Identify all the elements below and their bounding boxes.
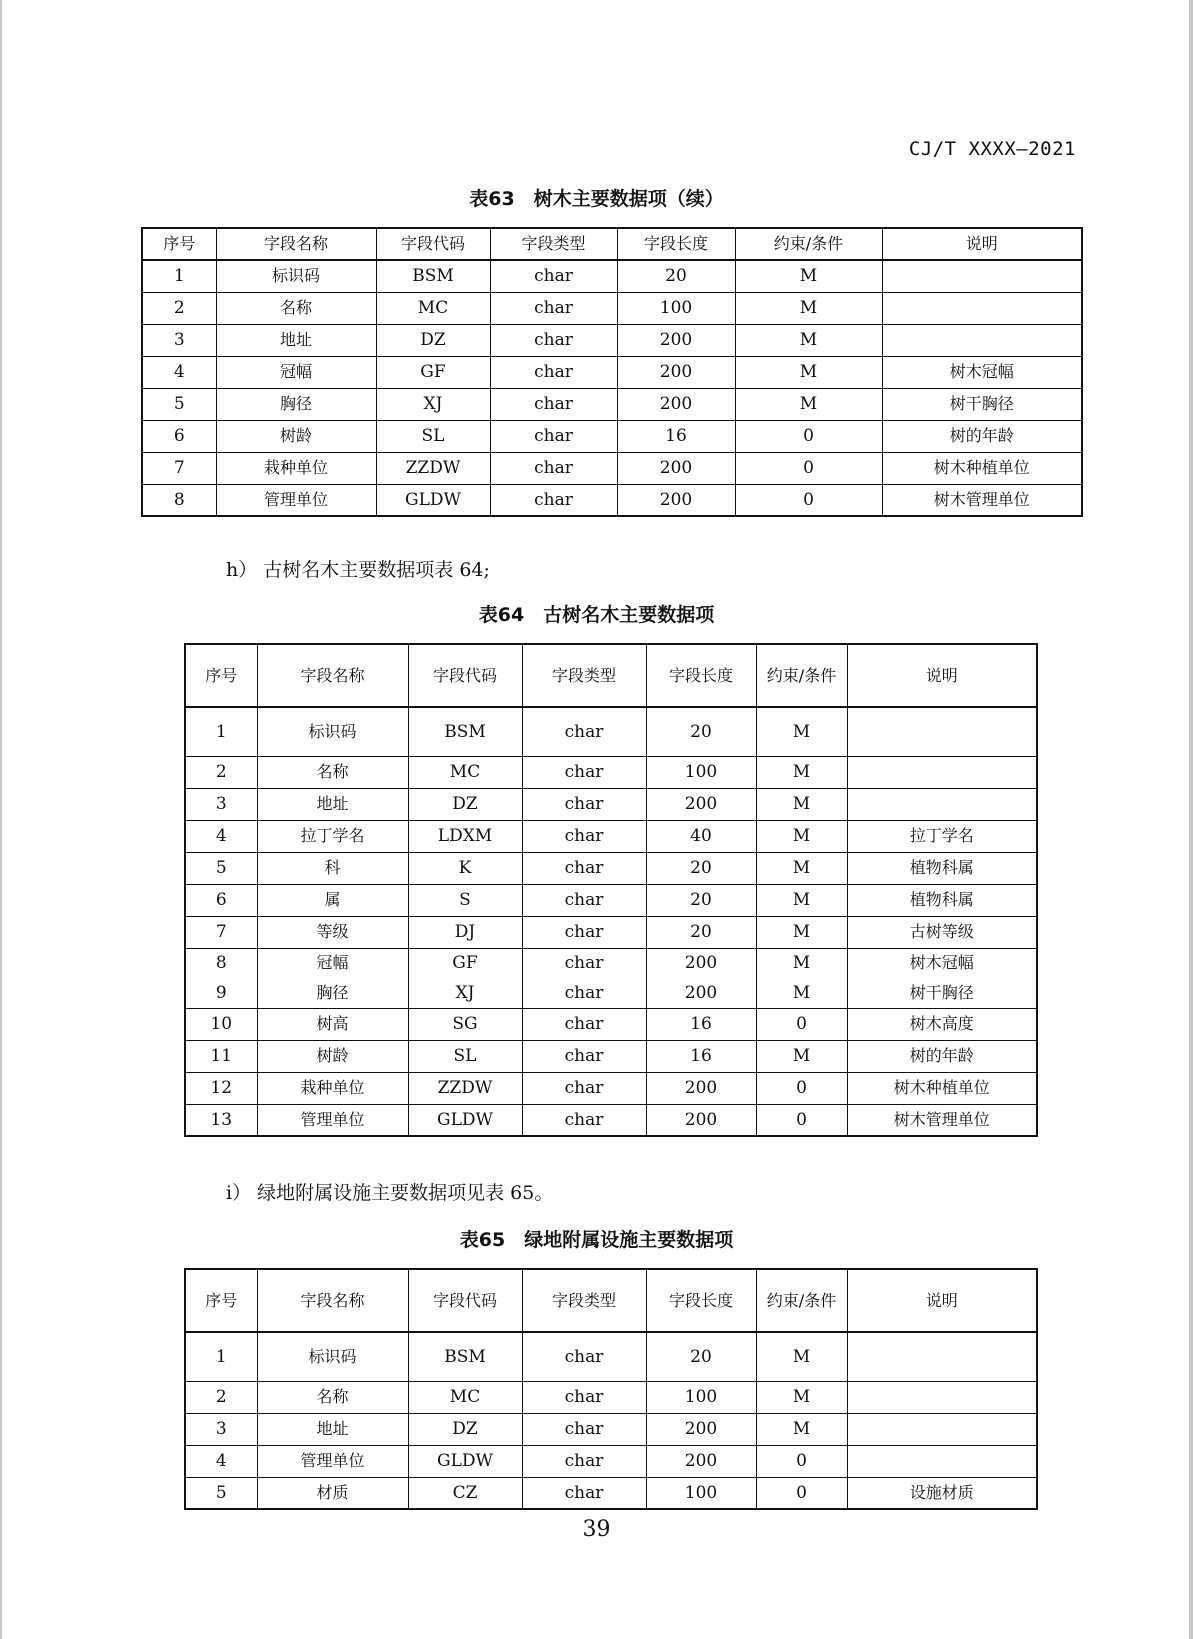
cell-field-length: 200 xyxy=(646,948,756,978)
cell-field-type: char xyxy=(522,916,646,948)
cell-seq: 6 xyxy=(142,420,216,452)
cell-seq: 3 xyxy=(185,1413,257,1445)
cell-field-name: 冠幅 xyxy=(257,948,408,978)
cell-field-name: 树高 xyxy=(257,1008,408,1040)
cell-field-code: SG xyxy=(408,1008,522,1040)
table-row xyxy=(185,1381,1037,1413)
cell-description: 树木管理单位 xyxy=(847,1104,1037,1136)
cell-field-length: 16 xyxy=(646,1040,756,1072)
cell-field-length: 200 xyxy=(617,452,735,484)
cell-field-name: 科 xyxy=(257,852,408,884)
column-header-field-length: 字段长度 xyxy=(646,1269,756,1332)
cell-seq: 3 xyxy=(185,788,257,820)
cell-field-code: DZ xyxy=(376,324,490,356)
table-row xyxy=(142,452,1082,484)
column-header-description: 说明 xyxy=(882,228,1082,260)
cell-constraint: M xyxy=(756,756,847,788)
cell-field-type: char xyxy=(490,356,617,388)
cell-description: 古树等级 xyxy=(847,916,1037,948)
paragraph-h: h） 古树名木主要数据项表 64; xyxy=(226,559,490,581)
table-row xyxy=(185,1104,1037,1136)
cell-constraint: 0 xyxy=(756,1072,847,1104)
cell-field-code: XJ xyxy=(376,388,490,420)
table-row xyxy=(185,788,1037,820)
table-row xyxy=(185,978,1037,1008)
cell-constraint: M xyxy=(756,1413,847,1445)
cell-constraint: 0 xyxy=(756,1477,847,1509)
cell-seq: 7 xyxy=(142,452,216,484)
cell-field-name: 地址 xyxy=(216,324,376,356)
cell-field-code: GLDW xyxy=(408,1445,522,1477)
cell-seq: 5 xyxy=(185,1477,257,1509)
column-header-field-length: 字段长度 xyxy=(646,644,756,707)
cell-constraint: M xyxy=(756,707,847,756)
cell-field-length: 16 xyxy=(646,1008,756,1040)
column-header-field-type: 字段类型 xyxy=(522,1269,646,1332)
cell-constraint: M xyxy=(735,356,882,388)
cell-constraint: M xyxy=(735,388,882,420)
cell-field-length: 100 xyxy=(646,756,756,788)
cell-description: 植物科属 xyxy=(847,884,1037,916)
cell-description: 树木高度 xyxy=(847,1008,1037,1040)
table-row xyxy=(142,292,1082,324)
cell-field-length: 20 xyxy=(646,916,756,948)
cell-field-name: 树龄 xyxy=(257,1040,408,1072)
cell-field-code: GF xyxy=(376,356,490,388)
table-row xyxy=(185,820,1037,852)
cell-seq: 2 xyxy=(185,1381,257,1413)
column-header-field-code: 字段代码 xyxy=(376,228,490,260)
cell-field-name: 材质 xyxy=(257,1477,408,1509)
cell-field-code: ZZDW xyxy=(376,452,490,484)
page-edge-left xyxy=(0,0,2,1639)
cell-field-name: 地址 xyxy=(257,1413,408,1445)
table-row xyxy=(185,884,1037,916)
cell-field-type: char xyxy=(490,324,617,356)
cell-field-name: 冠幅 xyxy=(216,356,376,388)
cell-field-type: char xyxy=(490,260,617,292)
table63 xyxy=(141,227,1083,517)
cell-field-code: MC xyxy=(408,1381,522,1413)
cell-field-length: 200 xyxy=(617,484,735,516)
cell-field-name: 等级 xyxy=(257,916,408,948)
cell-field-length: 40 xyxy=(646,820,756,852)
column-header-field-type: 字段类型 xyxy=(522,644,646,707)
cell-seq: 4 xyxy=(142,356,216,388)
cell-constraint: M xyxy=(756,978,847,1008)
cell-field-code: SL xyxy=(376,420,490,452)
cell-constraint: M xyxy=(735,292,882,324)
cell-field-type: char xyxy=(522,1072,646,1104)
cell-field-length: 200 xyxy=(646,1104,756,1136)
cell-field-code: MC xyxy=(376,292,490,324)
cell-field-length: 200 xyxy=(646,1445,756,1477)
cell-field-type: char xyxy=(490,452,617,484)
cell-field-length: 20 xyxy=(617,260,735,292)
paragraph-i: i） 绿地附属设施主要数据项见表 65。 xyxy=(226,1182,554,1204)
column-header-field-code: 字段代码 xyxy=(408,644,522,707)
cell-constraint: M xyxy=(756,884,847,916)
cell-seq: 2 xyxy=(142,292,216,324)
cell-description: 树干胸径 xyxy=(847,978,1037,1008)
cell-field-code: LDXM xyxy=(408,820,522,852)
page-edge-right xyxy=(1189,0,1193,1639)
cell-field-type: char xyxy=(490,484,617,516)
table-row xyxy=(185,756,1037,788)
table-row xyxy=(142,420,1082,452)
cell-field-code: GF xyxy=(408,948,522,978)
cell-field-code: BSM xyxy=(376,260,490,292)
cell-constraint: M xyxy=(756,788,847,820)
table-row xyxy=(185,948,1037,978)
column-header-field-length: 字段长度 xyxy=(617,228,735,260)
cell-description: 树木冠幅 xyxy=(882,356,1082,388)
cell-field-type: char xyxy=(490,388,617,420)
cell-seq: 2 xyxy=(185,756,257,788)
cell-constraint: M xyxy=(756,1381,847,1413)
cell-constraint: M xyxy=(756,820,847,852)
column-header-field-type: 字段类型 xyxy=(490,228,617,260)
cell-constraint: 0 xyxy=(735,420,882,452)
column-header-description: 说明 xyxy=(847,644,1037,707)
column-header-seq: 序号 xyxy=(185,1269,257,1332)
cell-field-type: char xyxy=(522,1477,646,1509)
table64-title: 表64 古树名木主要数据项 xyxy=(478,604,715,626)
cell-field-name: 标识码 xyxy=(257,1332,408,1381)
cell-field-type: char xyxy=(490,420,617,452)
table-row xyxy=(185,1072,1037,1104)
cell-seq: 8 xyxy=(185,948,257,978)
cell-seq: 5 xyxy=(185,852,257,884)
column-header-seq: 序号 xyxy=(185,644,257,707)
cell-field-code: BSM xyxy=(408,1332,522,1381)
table-row xyxy=(142,388,1082,420)
cell-field-type: char xyxy=(522,788,646,820)
cell-field-name: 标识码 xyxy=(216,260,376,292)
cell-field-name: 标识码 xyxy=(257,707,408,756)
column-header-description: 说明 xyxy=(847,1269,1037,1332)
cell-constraint: 0 xyxy=(756,1104,847,1136)
cell-description xyxy=(847,707,1037,756)
cell-description: 植物科属 xyxy=(847,852,1037,884)
cell-constraint: M xyxy=(735,324,882,356)
table64 xyxy=(184,643,1038,1137)
page-number: 39 xyxy=(582,1517,611,1542)
cell-constraint: M xyxy=(756,916,847,948)
cell-field-code: DZ xyxy=(408,788,522,820)
cell-field-code: ZZDW xyxy=(408,1072,522,1104)
cell-field-name: 拉丁学名 xyxy=(257,820,408,852)
column-header-field-name: 字段名称 xyxy=(257,1269,408,1332)
cell-description: 拉丁学名 xyxy=(847,820,1037,852)
cell-field-length: 16 xyxy=(617,420,735,452)
cell-seq: 12 xyxy=(185,1072,257,1104)
cell-seq: 1 xyxy=(185,1332,257,1381)
table65 xyxy=(184,1268,1038,1510)
cell-description xyxy=(847,1413,1037,1445)
cell-field-name: 名称 xyxy=(216,292,376,324)
cell-constraint: M xyxy=(756,948,847,978)
cell-field-code: GLDW xyxy=(376,484,490,516)
cell-field-length: 200 xyxy=(646,1413,756,1445)
cell-constraint: 0 xyxy=(735,452,882,484)
cell-field-type: char xyxy=(522,1332,646,1381)
cell-description: 树的年龄 xyxy=(847,1040,1037,1072)
table-row xyxy=(142,484,1082,516)
cell-field-code: CZ xyxy=(408,1477,522,1509)
cell-description xyxy=(882,292,1082,324)
table-row xyxy=(185,1332,1037,1381)
cell-constraint: M xyxy=(735,260,882,292)
table-row xyxy=(185,707,1037,756)
cell-constraint: 0 xyxy=(735,484,882,516)
cell-field-length: 200 xyxy=(646,978,756,1008)
cell-field-code: GLDW xyxy=(408,1104,522,1136)
cell-seq: 4 xyxy=(185,1445,257,1477)
table-row xyxy=(142,324,1082,356)
cell-constraint: M xyxy=(756,1332,847,1381)
cell-seq: 11 xyxy=(185,1040,257,1072)
cell-field-name: 管理单位 xyxy=(216,484,376,516)
cell-field-name: 名称 xyxy=(257,1381,408,1413)
table-row xyxy=(185,1008,1037,1040)
cell-description xyxy=(847,1332,1037,1381)
cell-field-code: BSM xyxy=(408,707,522,756)
cell-seq: 3 xyxy=(142,324,216,356)
cell-description: 树木种植单位 xyxy=(882,452,1082,484)
cell-field-name: 胸径 xyxy=(216,388,376,420)
column-header-field-name: 字段名称 xyxy=(216,228,376,260)
cell-description xyxy=(847,788,1037,820)
cell-constraint: M xyxy=(756,852,847,884)
cell-seq: 7 xyxy=(185,916,257,948)
cell-field-code: K xyxy=(408,852,522,884)
table-row xyxy=(185,1413,1037,1445)
cell-description: 树木种植单位 xyxy=(847,1072,1037,1104)
cell-field-type: char xyxy=(522,1445,646,1477)
cell-description xyxy=(882,324,1082,356)
cell-seq: 6 xyxy=(185,884,257,916)
cell-description xyxy=(847,756,1037,788)
cell-field-type: char xyxy=(522,756,646,788)
table-row xyxy=(185,1477,1037,1509)
table-row xyxy=(185,852,1037,884)
table-row xyxy=(185,1445,1037,1477)
table-row xyxy=(142,260,1082,292)
cell-field-length: 200 xyxy=(646,788,756,820)
cell-field-type: char xyxy=(522,852,646,884)
cell-constraint: 0 xyxy=(756,1008,847,1040)
cell-field-type: char xyxy=(522,1413,646,1445)
cell-field-code: S xyxy=(408,884,522,916)
cell-description: 树木管理单位 xyxy=(882,484,1082,516)
cell-seq: 1 xyxy=(142,260,216,292)
cell-description xyxy=(847,1445,1037,1477)
cell-field-name: 树龄 xyxy=(216,420,376,452)
cell-field-type: char xyxy=(522,1008,646,1040)
cell-field-length: 200 xyxy=(646,1072,756,1104)
cell-field-type: char xyxy=(522,707,646,756)
cell-seq: 13 xyxy=(185,1104,257,1136)
cell-field-length: 20 xyxy=(646,1332,756,1381)
cell-seq: 1 xyxy=(185,707,257,756)
cell-field-type: char xyxy=(490,292,617,324)
cell-field-code: SL xyxy=(408,1040,522,1072)
cell-field-name: 栽种单位 xyxy=(257,1072,408,1104)
cell-seq: 4 xyxy=(185,820,257,852)
column-header-constraint: 约束/条件 xyxy=(756,644,847,707)
cell-constraint: M xyxy=(756,1040,847,1072)
cell-field-code: XJ xyxy=(408,978,522,1008)
cell-description: 树的年龄 xyxy=(882,420,1082,452)
cell-constraint: 0 xyxy=(756,1445,847,1477)
standard-code-header: CJ/T XXXX—2021 xyxy=(908,138,1076,160)
cell-field-name: 属 xyxy=(257,884,408,916)
cell-field-type: char xyxy=(522,820,646,852)
cell-description xyxy=(847,1381,1037,1413)
table-row xyxy=(185,1040,1037,1072)
cell-field-length: 20 xyxy=(646,852,756,884)
cell-field-type: char xyxy=(522,1104,646,1136)
cell-seq: 9 xyxy=(185,978,257,1008)
cell-field-length: 20 xyxy=(646,707,756,756)
cell-field-length: 100 xyxy=(646,1381,756,1413)
cell-field-type: char xyxy=(522,1381,646,1413)
cell-description: 设施材质 xyxy=(847,1477,1037,1509)
cell-field-code: MC xyxy=(408,756,522,788)
table65-title: 表65 绿地附属设施主要数据项 xyxy=(459,1229,734,1251)
cell-field-type: char xyxy=(522,1040,646,1072)
cell-field-type: char xyxy=(522,948,646,978)
cell-seq: 8 xyxy=(142,484,216,516)
column-header-field-name: 字段名称 xyxy=(257,644,408,707)
cell-field-name: 管理单位 xyxy=(257,1445,408,1477)
cell-field-name: 名称 xyxy=(257,756,408,788)
cell-description: 树干胸径 xyxy=(882,388,1082,420)
cell-description xyxy=(882,260,1082,292)
column-header-constraint: 约束/条件 xyxy=(756,1269,847,1332)
table-row xyxy=(185,916,1037,948)
cell-field-length: 100 xyxy=(617,292,735,324)
cell-field-name: 地址 xyxy=(257,788,408,820)
table-row xyxy=(142,356,1082,388)
cell-field-length: 200 xyxy=(617,356,735,388)
cell-field-name: 栽种单位 xyxy=(216,452,376,484)
cell-field-type: char xyxy=(522,884,646,916)
column-header-constraint: 约束/条件 xyxy=(735,228,882,260)
cell-field-name: 管理单位 xyxy=(257,1104,408,1136)
cell-field-type: char xyxy=(522,978,646,1008)
cell-field-length: 100 xyxy=(646,1477,756,1509)
cell-field-length: 20 xyxy=(646,884,756,916)
cell-seq: 5 xyxy=(142,388,216,420)
table63-title: 表63 树木主要数据项（续） xyxy=(469,188,724,210)
cell-seq: 10 xyxy=(185,1008,257,1040)
column-header-seq: 序号 xyxy=(142,228,216,260)
column-header-field-code: 字段代码 xyxy=(408,1269,522,1332)
cell-description: 树木冠幅 xyxy=(847,948,1037,978)
cell-field-length: 200 xyxy=(617,324,735,356)
cell-field-code: DJ xyxy=(408,916,522,948)
cell-field-code: DZ xyxy=(408,1413,522,1445)
cell-field-name: 胸径 xyxy=(257,978,408,1008)
cell-field-length: 200 xyxy=(617,388,735,420)
